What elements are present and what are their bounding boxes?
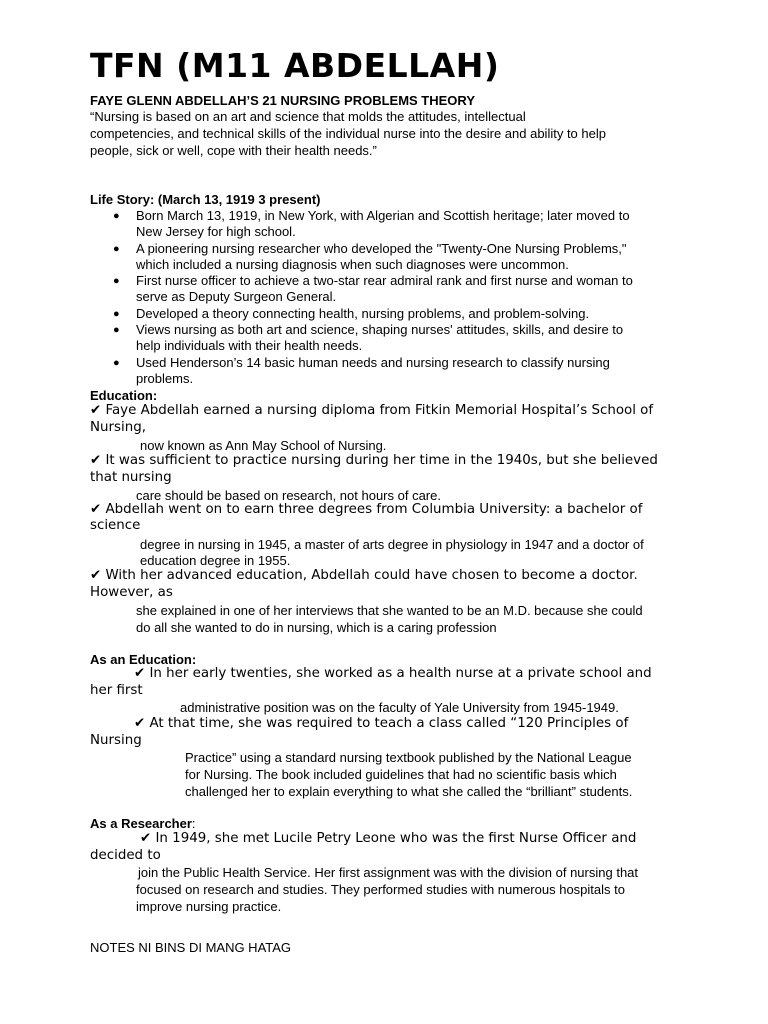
- document-title: TFN (M11 ABDELLAH): [90, 46, 500, 85]
- educator-item-wrap: Nursing: [90, 733, 142, 748]
- life-story-item: Used Henderson’s 14 basic human needs and nursing research to classify nursing: [136, 355, 610, 370]
- bullet-icon: ●: [113, 357, 120, 369]
- life-story-item-cont: help individuals with their health needs.: [136, 338, 363, 353]
- quote-line: “Nursing is based on an art and science that molds the attitudes, intellectual: [90, 109, 526, 124]
- educator-heading: As an Education:: [90, 652, 197, 667]
- bullet-icon: ●: [113, 275, 120, 287]
- life-story-heading: Life Story: (March 13, 1919 3 present): [90, 192, 321, 207]
- footer-note: NOTES NI BINS DI MANG HATAG: [90, 940, 292, 955]
- educator-item-cont: challenged her to explain everything to what she called the “brilliant” students.: [185, 784, 633, 799]
- researcher-heading-colon: :: [191, 816, 196, 831]
- researcher-heading-text: As a Researcher: [90, 816, 192, 831]
- quote-line: competencies, and technical skills of the individual nurse into the desire and ability to help: [90, 126, 606, 141]
- educator-item-cont: for Nursing. The book included guidelines that had no scientific basis which: [185, 767, 617, 782]
- education-item-cont: do all she wanted to do in nursing, which is a caring profession: [136, 620, 497, 635]
- educator-item-wrap: her first: [90, 683, 143, 698]
- researcher-item-cont: focused on research and studies. They performed studies with numerous hospitals to: [136, 882, 625, 897]
- educator-item: ✔ At that time, she was required to teach a class called “120 Principles of: [134, 716, 629, 731]
- education-item-cont: education degree in 1955.: [140, 553, 291, 568]
- life-story-item-cont: problems.: [136, 371, 194, 386]
- education-item: ✔ It was sufficient to practice nursing during her time in the 1940s, but she believed: [90, 453, 658, 468]
- researcher-item-wrap: decided to: [90, 848, 161, 863]
- theory-subtitle: FAYE GLENN ABDELLAH’S 21 NURSING PROBLEMS THEORY: [90, 93, 475, 108]
- life-story-item-cont: serve as Deputy Surgeon General.: [136, 289, 337, 304]
- education-heading: Education:: [90, 388, 158, 403]
- life-story-item: A pioneering nursing researcher who developed the "Twenty-One Nursing Problems,": [136, 241, 627, 256]
- life-story-item: First nurse officer to achieve a two-star rear admiral rank and first nurse and woman to: [136, 273, 633, 288]
- educator-item: ✔ In her early twenties, she worked as a health nurse at a private school and: [134, 666, 652, 681]
- education-item-cont: now known as Ann May School of Nursing.: [140, 438, 387, 453]
- life-story-item: Views nursing as both art and science, shaping nurses' attitudes, skills, and desire to: [136, 322, 624, 337]
- bullet-icon: ●: [113, 243, 120, 255]
- education-item: ✔ Faye Abdellah earned a nursing diploma from Fitkin Memorial Hospital’s School of: [90, 403, 654, 418]
- education-item-cont: degree in nursing in 1945, a master of arts degree in physiology in 1947 and a doctor of: [140, 537, 644, 552]
- education-item-cont: she explained in one of her interviews that she wanted to be an M.D. because she could: [136, 603, 643, 618]
- education-item: ✔ Abdellah went on to earn three degrees from Columbia University: a bachelor of: [90, 502, 643, 517]
- educator-item-cont: Practice” using a standard nursing textbook published by the National League: [185, 750, 632, 765]
- education-item-wrap: that nursing: [90, 470, 172, 485]
- educator-item-cont: administrative position was on the faculty of Yale University from 1945-1949.: [180, 700, 619, 715]
- education-item: ✔ With her advanced education, Abdellah could have chosen to become a doctor.: [90, 568, 638, 583]
- bullet-icon: ●: [113, 210, 120, 222]
- life-story-item-cont: New Jersey for high school.: [136, 224, 296, 239]
- education-item-wrap: Nursing,: [90, 420, 146, 435]
- education-item-wrap: science: [90, 518, 141, 533]
- education-item-cont: care should be based on research, not hours of care.: [136, 488, 441, 503]
- bullet-icon: ●: [113, 324, 120, 336]
- life-story-item: Developed a theory connecting health, nursing problems, and problem-solving.: [136, 306, 590, 321]
- education-item-wrap: However, as: [90, 585, 173, 600]
- life-story-item-cont: which included a nursing diagnosis when such diagnoses were uncommon.: [136, 257, 569, 272]
- bullet-icon: ●: [113, 308, 120, 320]
- quote-line: people, sick or well, cope with their health needs.”: [90, 143, 377, 158]
- researcher-item-cont: improve nursing practice.: [136, 899, 282, 914]
- researcher-item-cont: join the Public Health Service. Her first assignment was with the division of nursing that: [138, 865, 639, 880]
- researcher-item: ✔ In 1949, she met Lucile Petry Leone who was the first Nurse Officer and: [140, 831, 637, 846]
- life-story-item: Born March 13, 1919, in New York, with Algerian and Scottish heritage; later moved to: [136, 208, 630, 223]
